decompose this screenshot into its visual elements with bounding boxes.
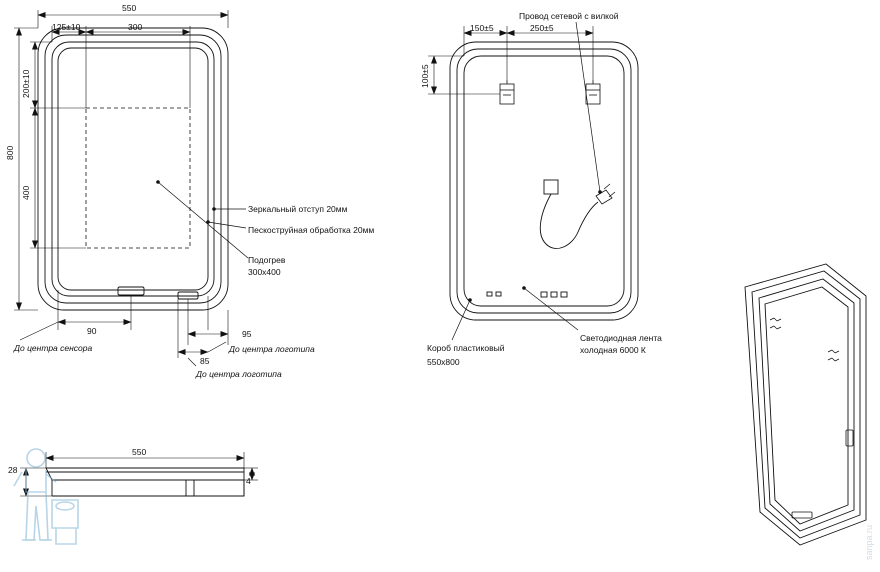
- callout-power-cord: Провод сетевой с вилкой: [519, 11, 619, 21]
- back-dim-150: 150±5: [470, 23, 494, 33]
- side-view-mirror: [46, 468, 244, 496]
- callout-led-temp: холодная 6000 К: [580, 345, 646, 355]
- front-view-mirror: [38, 28, 228, 310]
- site-watermark: [864, 525, 874, 560]
- callout-sandblast: Пескоструйная обработка 20мм: [248, 225, 375, 235]
- callout-heater-size: 300х400: [248, 267, 281, 277]
- callout-heater: Подогрев: [248, 255, 286, 265]
- front-dim-800: 800: [5, 145, 15, 160]
- side-dim-4: 4: [246, 476, 251, 486]
- back-dim-100: 100±5: [420, 64, 430, 88]
- callout-plastic-box: Короб пластиковый: [427, 343, 505, 353]
- side-dim-550: 550: [132, 447, 147, 457]
- back-dim-250: 250±5: [530, 23, 554, 33]
- front-dim-95: 95: [242, 329, 252, 339]
- label-to-sensor-center: До центра сенсора: [14, 343, 93, 353]
- back-view-mirror: [450, 42, 638, 320]
- front-dim-200: 200±10: [21, 69, 31, 98]
- label-to-logo-center-bottom: До центра логотипа: [196, 369, 282, 379]
- front-dim-300: 300: [128, 22, 143, 32]
- callout-mirror-offset: Зеркальный отступ 20мм: [248, 204, 348, 214]
- callout-led-strip: Светодиодная лента: [580, 333, 662, 343]
- front-dim-90: 90: [87, 326, 97, 336]
- svg-text:sanpa.ru: sanpa.ru: [864, 524, 874, 560]
- front-dim-125: 125±10: [52, 22, 81, 32]
- front-dim-400: 400: [21, 185, 31, 200]
- front-dim-85: 85: [200, 356, 210, 366]
- side-dim-28: 28: [8, 465, 18, 475]
- front-dim-550: 550: [122, 3, 137, 13]
- callout-box-size: 550х800: [427, 357, 460, 367]
- label-to-logo-center-right: До центра логотипа: [229, 344, 315, 354]
- iso-view-mirror: [745, 264, 866, 545]
